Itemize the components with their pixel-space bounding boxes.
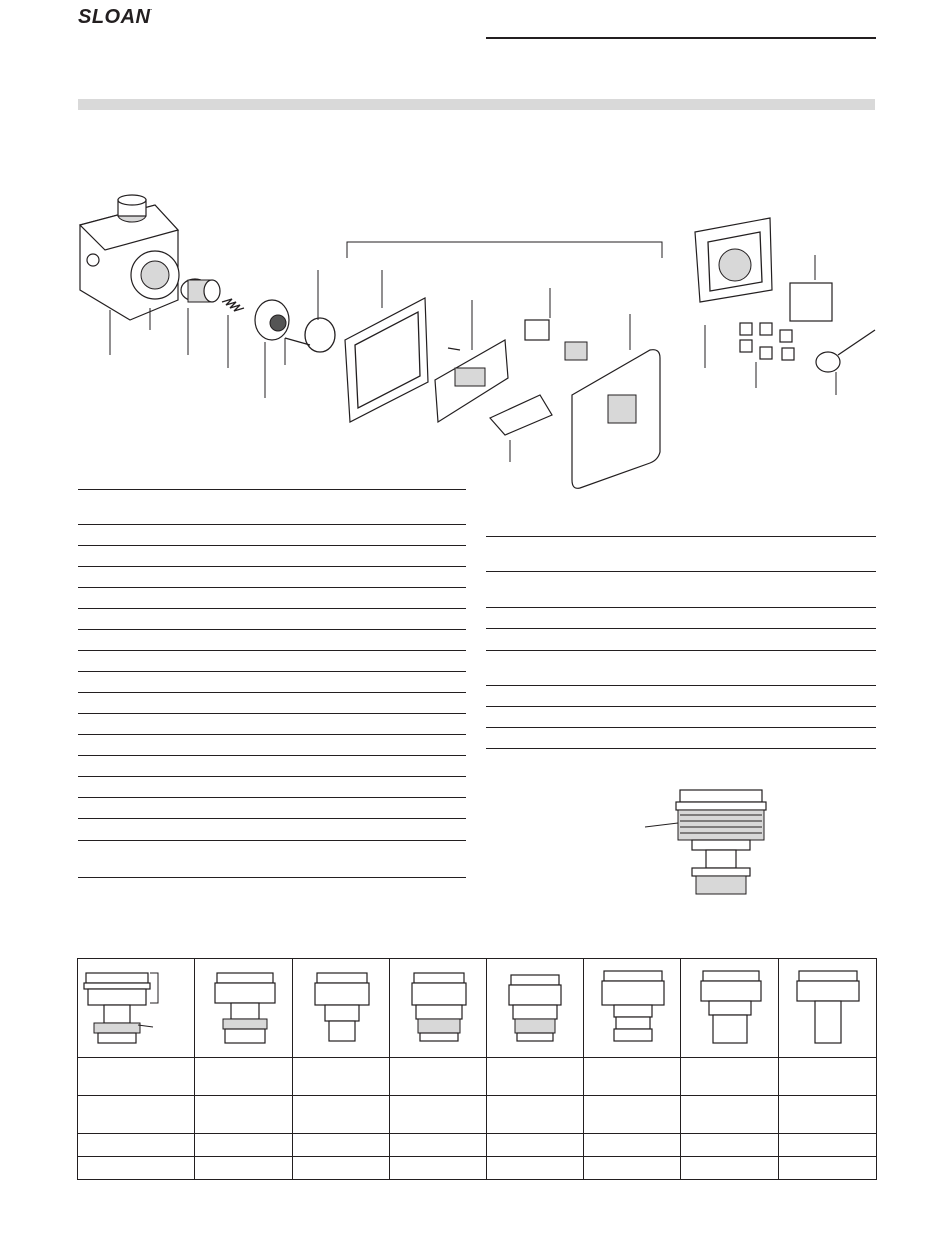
variants-cell bbox=[78, 1096, 195, 1134]
lower-bracket-illustration bbox=[490, 395, 552, 462]
cartridge-illustration bbox=[181, 279, 220, 302]
table-rule bbox=[78, 524, 466, 525]
diaphragm-illustration bbox=[255, 300, 289, 340]
cartridge-variant-2-illustration bbox=[195, 963, 293, 1053]
caps-illustration bbox=[740, 323, 794, 388]
variant-cell bbox=[293, 959, 390, 1058]
variants-cell bbox=[584, 1157, 681, 1180]
cartridge-variant-8-illustration bbox=[779, 963, 877, 1053]
kit-bracket bbox=[347, 242, 662, 258]
cartridge-variant-7-illustration bbox=[681, 963, 779, 1053]
valve-body-illustration bbox=[80, 195, 179, 320]
variants-cell bbox=[390, 1134, 487, 1157]
variants-cell bbox=[390, 1157, 487, 1180]
table-rule bbox=[78, 671, 466, 672]
turbine-illustration bbox=[790, 255, 832, 321]
table-rule bbox=[78, 566, 466, 567]
cartridge-variants-table bbox=[77, 958, 877, 1180]
variants-cell bbox=[293, 1157, 390, 1180]
table-rule bbox=[78, 489, 466, 490]
variants-cell bbox=[681, 1134, 779, 1157]
variant-cell bbox=[779, 959, 877, 1058]
variants-cell bbox=[681, 1157, 779, 1180]
variant-cell bbox=[78, 959, 195, 1058]
variants-cell bbox=[487, 1058, 584, 1096]
variant-cell bbox=[584, 959, 681, 1058]
variants-cell bbox=[779, 1058, 877, 1096]
variants-cell bbox=[78, 1058, 195, 1096]
variants-cell bbox=[195, 1096, 293, 1134]
variants-cell bbox=[487, 1134, 584, 1157]
variants-cell bbox=[293, 1096, 390, 1134]
spring-illustration bbox=[222, 299, 244, 311]
variants-cell bbox=[390, 1096, 487, 1134]
table-rule bbox=[78, 587, 466, 588]
header-rule bbox=[486, 37, 876, 39]
variant-cell bbox=[390, 959, 487, 1058]
table-rule bbox=[78, 776, 466, 777]
variants-image-row bbox=[78, 959, 877, 1058]
cartridge-variant-4-illustration bbox=[390, 963, 487, 1053]
table-rule bbox=[486, 571, 876, 572]
table-rule bbox=[78, 713, 466, 714]
section-title-band bbox=[78, 99, 875, 110]
variants-cell bbox=[584, 1096, 681, 1134]
generator-illustration bbox=[816, 330, 875, 395]
variants-cell bbox=[78, 1157, 195, 1180]
table-rule bbox=[486, 536, 876, 537]
mounting-frame-illustration bbox=[345, 270, 428, 422]
table-rule bbox=[78, 818, 466, 819]
table-rule bbox=[78, 650, 466, 651]
table-rule bbox=[78, 877, 466, 878]
table-rule bbox=[78, 734, 466, 735]
table-rule bbox=[486, 727, 876, 728]
variants-cell bbox=[293, 1058, 390, 1096]
cover-plate-illustration bbox=[572, 314, 660, 488]
table-rule bbox=[486, 685, 876, 686]
electronics-module-illustration bbox=[435, 300, 508, 422]
table-rule bbox=[486, 748, 876, 749]
variants-cell bbox=[195, 1157, 293, 1180]
variants-cell bbox=[390, 1058, 487, 1096]
variants-cell bbox=[584, 1134, 681, 1157]
housing-illustration bbox=[695, 218, 772, 368]
retaining-ring-illustration bbox=[285, 318, 335, 352]
cartridge-variant-6-illustration bbox=[584, 963, 681, 1053]
table-rule bbox=[78, 545, 466, 546]
variants-cell bbox=[195, 1058, 293, 1096]
table-rule bbox=[78, 692, 466, 693]
variants-row bbox=[78, 1134, 877, 1157]
variants-cell bbox=[681, 1058, 779, 1096]
table-rule bbox=[78, 797, 466, 798]
battery-holder-illustration bbox=[525, 288, 587, 360]
cartridge-variant-1-illustration bbox=[78, 963, 195, 1053]
table-rule bbox=[486, 628, 876, 629]
variants-cell bbox=[584, 1058, 681, 1096]
variants-cell bbox=[487, 1096, 584, 1134]
variant-cell bbox=[681, 959, 779, 1058]
variants-cell bbox=[78, 1134, 195, 1157]
variants-cell bbox=[681, 1096, 779, 1134]
variants-row bbox=[78, 1058, 877, 1096]
cartridge-detail-illustration bbox=[640, 785, 780, 905]
table-rule bbox=[78, 755, 466, 756]
cartridge-variant-5-illustration bbox=[487, 963, 584, 1053]
variants-cell bbox=[779, 1096, 877, 1134]
variants-row bbox=[78, 1157, 877, 1180]
variant-cell bbox=[487, 959, 584, 1058]
table-rule bbox=[78, 608, 466, 609]
table-rule bbox=[486, 607, 876, 608]
variants-cell bbox=[293, 1134, 390, 1157]
sloan-logo: SLOAN. bbox=[78, 6, 153, 28]
table-rule bbox=[486, 706, 876, 707]
variants-row bbox=[78, 1096, 877, 1134]
table-rule bbox=[78, 840, 466, 841]
variants-cell bbox=[487, 1157, 584, 1180]
variant-cell bbox=[195, 959, 293, 1058]
table-rule bbox=[78, 629, 466, 630]
variants-cell bbox=[779, 1134, 877, 1157]
exploded-parts-diagram bbox=[60, 190, 880, 500]
table-rule bbox=[486, 650, 876, 651]
cartridge-variant-3-illustration bbox=[293, 963, 390, 1053]
variants-cell bbox=[195, 1134, 293, 1157]
variants-cell bbox=[779, 1157, 877, 1180]
